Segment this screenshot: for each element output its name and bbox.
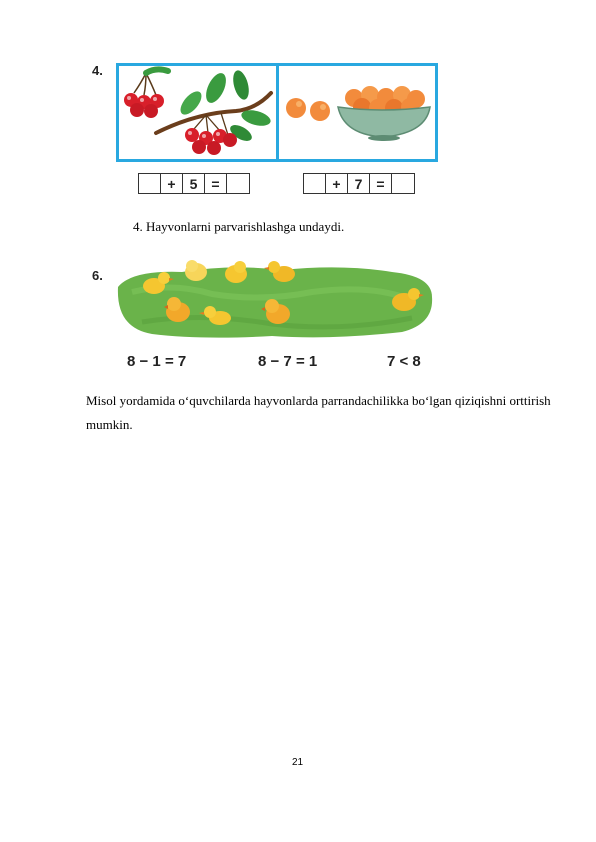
equals-sign: = — [205, 174, 227, 193]
equation-3: 7 < 8 — [387, 353, 421, 370]
task4-illustration — [116, 63, 438, 163]
equation-2: 8 − 7 = 1 — [258, 353, 318, 370]
number: 5 — [183, 174, 205, 193]
body-paragraph: Misol yordamida o‘quvchilarda hayvonlarda parrandachilikka bo‘lgan qiziqishni orttirish mumkin. — [86, 393, 551, 432]
answer-box[interactable] — [304, 174, 326, 193]
answer-box[interactable] — [139, 174, 161, 193]
task-number-4: 4. — [92, 63, 103, 78]
equation-left — [138, 173, 250, 194]
task-number-6: 6. — [92, 268, 103, 283]
task6-illustration — [112, 252, 437, 342]
plus-sign: + — [326, 174, 348, 193]
chick-icon — [225, 261, 247, 283]
equation-right — [303, 173, 415, 194]
equation-1: 8 − 1 = 7 — [127, 353, 187, 370]
number: 7 — [348, 174, 370, 193]
caption: 4. Hayvonlarni parvarishlashga undaydi. — [133, 219, 345, 234]
equals-sign: = — [370, 174, 392, 193]
chick-icon — [185, 260, 207, 281]
answer-box[interactable] — [227, 174, 249, 193]
plus-sign: + — [161, 174, 183, 193]
answer-box[interactable] — [392, 174, 414, 193]
page-number: 21 — [292, 757, 304, 768]
